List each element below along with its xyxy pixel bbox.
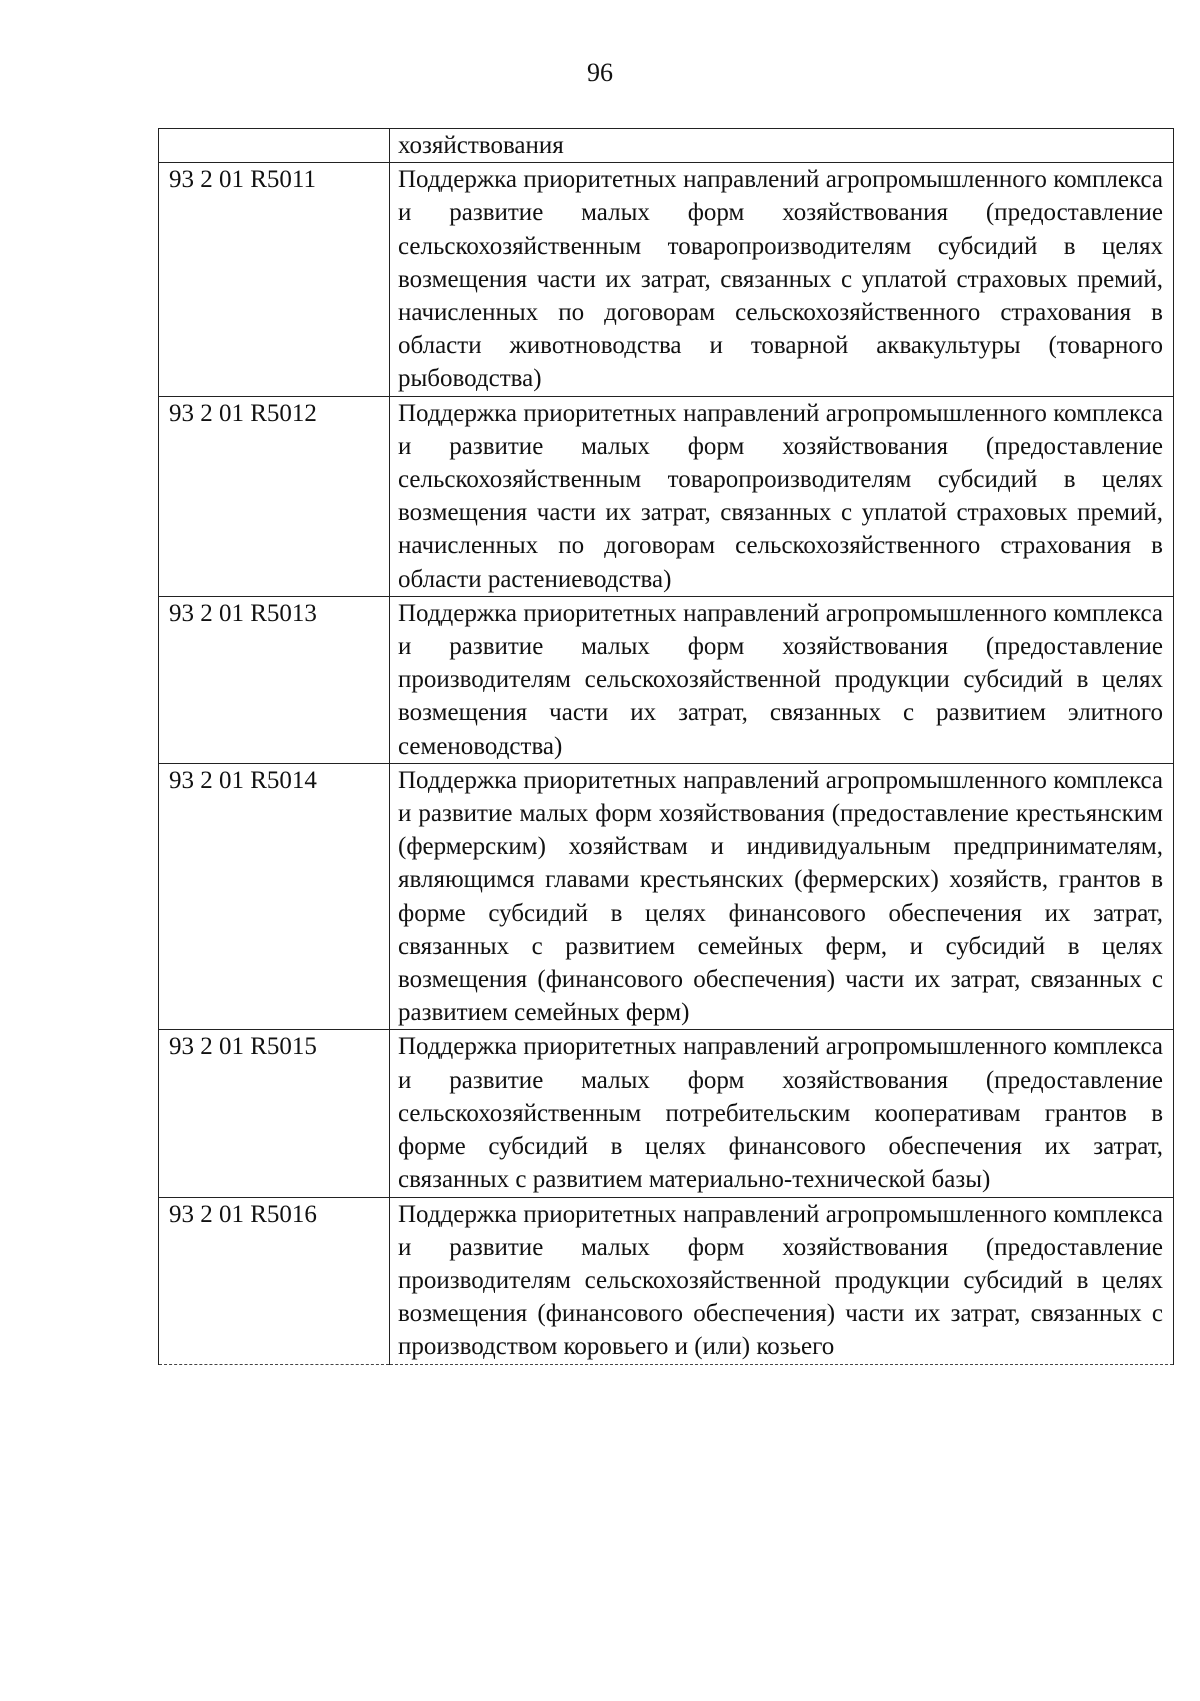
code-cell: 93 2 01 R5015	[159, 1030, 390, 1197]
table-row	[159, 1030, 1174, 1197]
description-text: Поддержка приоритетных направлений агропромышленного комплекса и развитие малых форм хозяйствования (предоставление сельскохозяйственным товаропроизводителям субсидий в целях возмещения части их затрат, связанных с уплатой страховых премий, начисленных по договорам сельскохозяйственного страхования в области растениеводства)	[398, 399, 1163, 593]
description-cell	[390, 163, 1174, 396]
code-cell	[159, 129, 390, 163]
code-cell: 93 2 01 R5013	[159, 596, 390, 763]
table-row	[159, 129, 1174, 163]
table-row	[159, 163, 1174, 396]
description-text: Поддержка приоритетных направлений агропромышленного комплекса и развитие малых форм хозяйствования (предоставление сельскохозяйственным потребительским кооперативам грантов в форме субсидий в целях финансового обеспечения их затрат, связанных с развитием материально-технической базы)	[398, 1033, 1163, 1194]
code-cell: 93 2 01 R5012	[159, 396, 390, 596]
budget-classification-table	[158, 128, 1174, 1365]
description-text: Поддержка приоритетных направлений агропромышленного комплекса и развитие малых форм хозяйствования (предоставление производителям сельскохозяйственной продукции субсидий в целях возмещения (финансового обеспечения) части их затрат, связанных с производством коровьего и (или) козьего	[398, 1200, 1163, 1361]
table-row	[159, 596, 1174, 763]
description-cell	[390, 396, 1174, 596]
description-text: Поддержка приоритетных направлений агропромышленного комплекса и развитие малых форм хозяйствования (предоставление крестьянским (фермерским) хозяйствам и индивидуальным предпринимателям, являющимся главами крестьянских (фермерских) хозяйств, грантов в форме субсидий в целях финансового обеспечения их затрат, связанных с развитием семейных ферм, и субсидий в целях возмещения (финансового обеспечения) части их затрат, связанных с развитием семейных ферм)	[398, 766, 1163, 1027]
description-cell	[390, 1197, 1174, 1364]
description-text: хозяйствования	[398, 132, 564, 159]
description-cell	[390, 129, 1174, 163]
description-cell	[390, 1030, 1174, 1197]
description-text: Поддержка приоритетных направлений агропромышленного комплекса и развитие малых форм хозяйствования (предоставление производителям сельскохозяйственной продукции субсидий в целях возмещения части их затрат, связанных с развитием элитного семеноводства)	[398, 599, 1163, 760]
table-row	[159, 1197, 1174, 1364]
table-row	[159, 396, 1174, 596]
code-cell: 93 2 01 R5011	[159, 163, 390, 396]
code-cell: 93 2 01 R5016	[159, 1197, 390, 1364]
page-number: 96	[587, 58, 613, 87]
description-cell	[390, 596, 1174, 763]
description-cell	[390, 763, 1174, 1030]
table-row	[159, 763, 1174, 1030]
description-text: Поддержка приоритетных направлений агропромышленного комплекса и развитие малых форм хозяйствования (предоставление сельскохозяйственным товаропроизводителям субсидий в целях возмещения части их затрат, связанных с уплатой страховых премий, начисленных по договорам сельскохозяйственного страхования в области животноводства и товарной аквакультуры (товарного рыбоводства)	[398, 166, 1163, 393]
code-cell: 93 2 01 R5014	[159, 763, 390, 1030]
